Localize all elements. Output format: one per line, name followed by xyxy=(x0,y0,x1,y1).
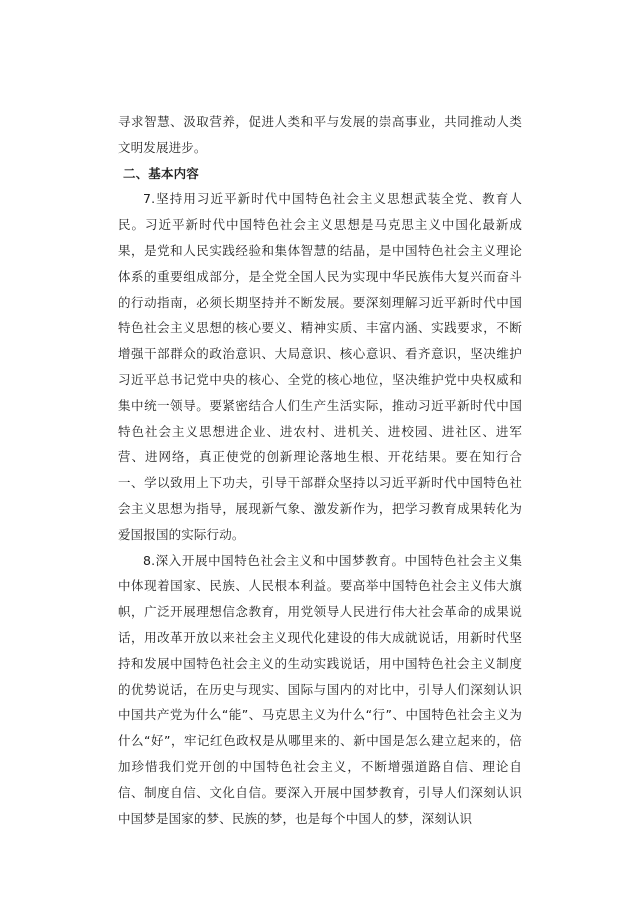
paragraph-item-8: 8.深入开展中国特色社会主义和中国梦教育。中国特色社会主义集中体现着国家、民族、人民根本利益。要高举中国特色社会主义伟大旗帜，广泛开展理想信念教育，用党领导人民进行伟大社会革命的成果说话，用改革开放以来社会主义现代化建设的伟大成就说话，用新时代坚持和发展中国特色社会主义的生动实践说话，用中国特色社会主义制度的优势说话，在历史与现实、国际与国内的对比中，引导人们深刻认识中国共产党为什么“能”、马克思主义为什么“行”、中国特色社会主义为什么“好”，牢记红色政权是从哪里来的、新中国是怎么建立起来的，倍加珍惜我们党开创的中国特色社会主义，不断增强道路自信、理论自信、制度自信、文化自信。要深入开展中国梦教育，引导人们深刻认识中国梦是国家的梦、民族的梦，也是每个中国人的梦，深刻认识 xyxy=(118,552,522,826)
section-heading: 二、基本内容 xyxy=(123,165,199,181)
paragraph-continuation: 寻求智慧、汲取营养，促进人类和平与发展的崇高事业，共同推动人类文明发展进步。 xyxy=(118,114,522,155)
document-body xyxy=(118,109,522,831)
paragraph-item-7: 7.坚持用习近平新时代中国特色社会主义思想武装全党、教育人民。习近平新时代中国特色社会主义思想是马克思主义中国化最新成果，是党和人民实践经验和集体智慧的结晶，是中国特色社会主义理论体系的重要组成部分，是全党全国人民为实现中华民族伟大复兴而奋斗的行动指南，必须长期坚持并不断发展。要深刻理解习近平新时代中国特色社会主义思想的核心要义、精神实质、丰富内涵、实践要求，不断增强干部群众的政治意识、大局意识、核心意识、看齐意识，坚决维护习近平总书记党中央的核心、全党的核心地位，坚决维护党中央权威和集中统一领导。要紧密结合人们生产生活实际，推动习近平新时代中国特色社会主义思想进企业、进农村、进机关、进校园、进社区、进军营、进网络，真正使党的创新理论落地生根、开花结果。要在知行合一、学以致用上下功夫，引导干部群众坚持以习近平新时代中国特色社会主义思想为指导，展现新气象、激发新作为，把学习教育成果转化为爱国报国的实际行动。 xyxy=(118,191,522,542)
